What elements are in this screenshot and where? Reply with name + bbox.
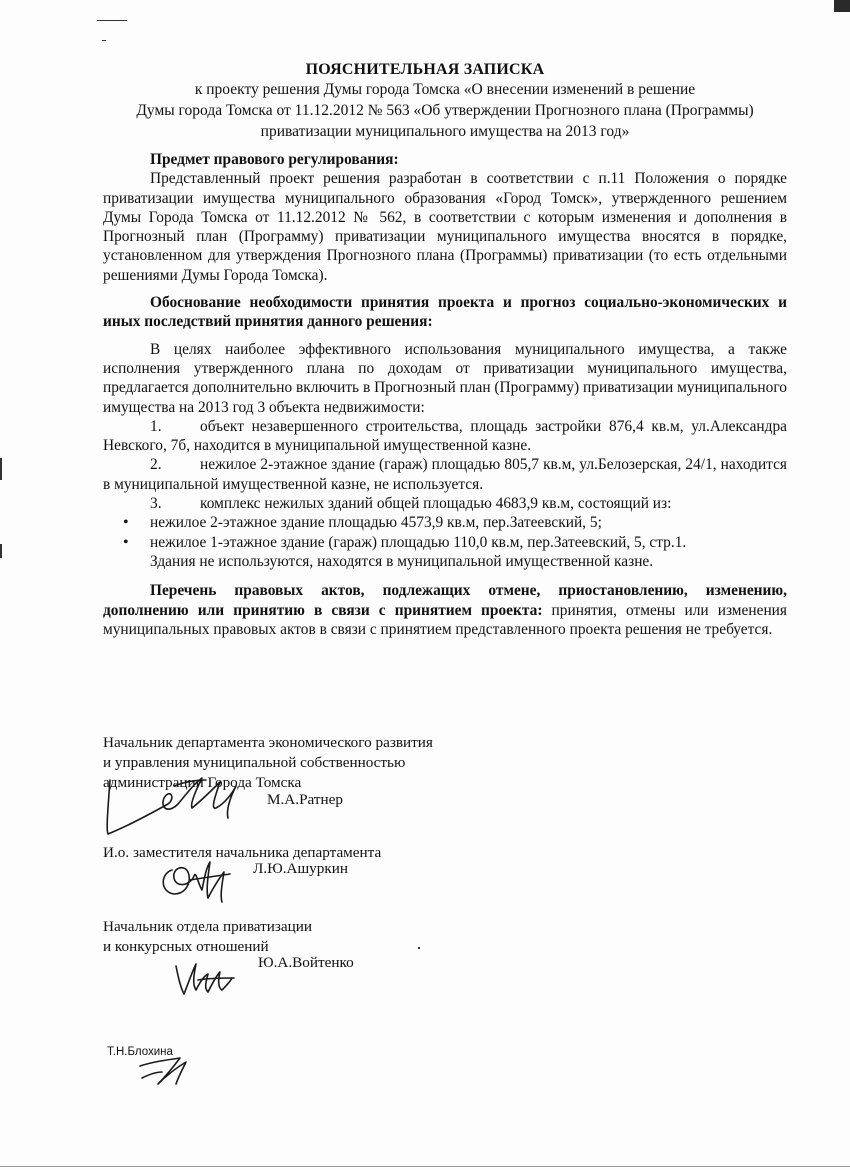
subtitle-line: приватизации муниципального имущества на 2013 год» — [260, 123, 630, 140]
bullet-item: • нежилое 2-этажное здание площадью 4573,9 кв.м, пер.Затеевский, 5; — [103, 513, 787, 532]
section3-heading: Перечень правовых актов, подлежащих отмене, приостановлению, изменению, дополнению или принятию в связи с принятием проекта: — [103, 582, 787, 619]
executor-name: Т.Н.Блохина — [107, 1046, 173, 1058]
bullet-item: • нежилое 1-этажное здание (гараж) площадью 110,0 кв.м, пер.Затеевский, 5, стр.1. — [103, 533, 787, 552]
section1-heading: Предмет правового регулирования: — [150, 151, 399, 168]
executor-signature — [136, 1050, 196, 1090]
scan-mark-top — [97, 20, 127, 21]
section2-intro: В целях наиболее эффективного использования муниципального имущества, а также исполнения утвержденного плана по доходам от приватизации муниципального имущества, предлагается дополнительно включить в Прогнозный план (Программу) приватизации муниципального имущества на 2013 год 3 объекта недвижимости: — [103, 340, 787, 416]
item-number: 3. — [150, 495, 162, 513]
document-subtitle — [95, 79, 795, 142]
signer-position-line: И.о. заместителя начальника департамента — [103, 844, 382, 861]
section2-note: Здания не используются, находятся в муниципальной имущественной казне. — [150, 552, 654, 570]
signer-name-1: М.А.Ратнер — [267, 791, 343, 808]
signer-position-line: Начальник отдела приватизации — [103, 918, 313, 935]
item-text: комплекс нежилых зданий общей площадью 4683,9 кв.м, состоящий из: — [200, 495, 672, 513]
scan-dot — [418, 947, 420, 949]
item-number: 2. — [150, 456, 162, 474]
scan-mark-top-2 — [102, 40, 106, 41]
signature-block-3 — [103, 917, 312, 957]
bullet-list — [103, 513, 787, 552]
scan-mark-bottom — [0, 1166, 850, 1167]
signer-position-line: и конкурсных отношений — [103, 938, 269, 955]
item-text: нежилое 2-этажное здание (гараж) площадью 805,7 кв.м, ул.Белозерская, 24/1, находится в муниципальной имущественной казне, не используется. — [103, 456, 787, 493]
scan-mark-left — [0, 458, 2, 480]
signer-position-line: администрации Города Томска — [103, 774, 302, 791]
handwritten-signature-2 — [150, 850, 260, 910]
item-number: 1. — [150, 417, 162, 435]
section3-text: принятия, отмены или изменения муниципальных правовых актов в связи с принятием представленного проекта решения не требуется. — [103, 601, 788, 638]
scan-mark-corner — [834, 0, 850, 12]
section3-paragraph — [103, 581, 787, 639]
list-item — [103, 417, 787, 456]
signer-position-line: Начальник департамента экономического развития — [103, 734, 433, 751]
document-body — [103, 150, 787, 639]
scan-mark-left-2 — [0, 544, 2, 558]
subtitle-line: Думы города Томска от 11.12.2012 № 563 «Об утверждении Прогнозного плана (Программы) — [136, 102, 754, 119]
section1-text: Представленный проект решения разработан в соответствии с п.11 Положения о порядке приватизации имущества муниципального образования «Город Томск», утвержденного решением Думы Города Томска от 11.12.2012 № 562, в соответствии с которым изменения и дополнения в Прогнозный план (Программу) приватизации муниципального имущества вносятся в порядке, установленном для утверждения Прогнозного плана (Программы) приватизации (то есть отдельными решениями Думы Города Томска). — [103, 170, 787, 284]
document-title: ПОЯСНИТЕЛЬНАЯ ЗАПИСКА — [305, 61, 545, 78]
list-item — [103, 494, 787, 513]
signer-name-3: Ю.А.Войтенко — [258, 954, 354, 971]
item-text: объект незавершенного строительства, площадь застройки 876,4 кв.м, ул.Александра Невского, 7б, находится в муниципальной имущественной казне. — [103, 417, 787, 455]
section2-heading: Обоснование необходимости принятия проекта и прогноз социально-экономических и иных последствий принятия данного решения: — [103, 294, 787, 331]
signer-name-2: Л.Ю.Ашуркин — [253, 860, 348, 877]
signer-position-line: и управления муниципальной собственностью — [103, 754, 406, 771]
list-item — [103, 455, 787, 494]
handwritten-signature-3 — [170, 956, 240, 1001]
subtitle-line: к проекту решения Думы города Томска «О внесении изменений в решение — [194, 81, 696, 98]
